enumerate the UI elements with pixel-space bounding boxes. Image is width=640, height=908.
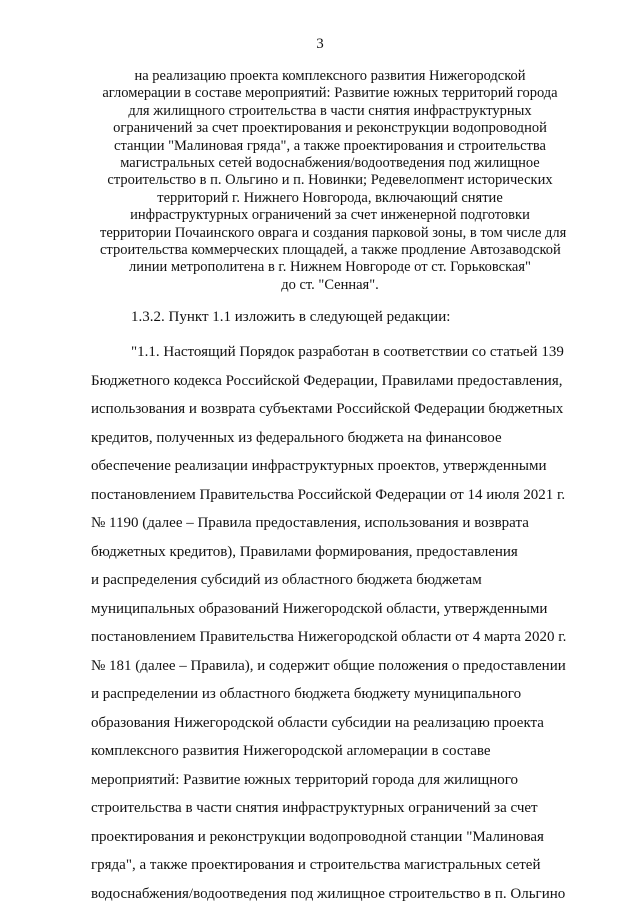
title-line: строительство в п. Ольгино и п. Новинки; Редевелопмент исторических [100,172,560,189]
title-line: инфраструктурных ограничений за счет инженерной подготовки [100,207,560,224]
title-line: до ст. "Сенная". [100,277,560,294]
body-line: № 181 (далее – Правила), и содержит общие положения о предоставлении [91,652,569,681]
body-line: обеспечение реализации инфраструктурных проектов, утвержденными [91,452,569,481]
body-line: мероприятий: Развитие южных территорий города для жилищного [91,766,569,795]
section-heading-text: 1.3.2. Пункт 1.1 изложить в следующей редакции: [91,307,569,327]
body-line: проектирования и реконструкции водопроводной станции "Малиновая [91,823,569,852]
body-line: и распределении из областного бюджета бюджету муниципального [91,680,569,709]
title-line: магистральных сетей водоснабжения/водоотведения под жилищное [100,155,560,172]
body-line: "1.1. Настоящий Порядок разработан в соответствии со статьей 139 [91,338,569,367]
title-line: ограничений за счет проектирования и реконструкции водопроводной [100,120,560,137]
title-block [100,68,560,294]
body-line: образования Нижегородской области субсидии на реализацию проекта [91,709,569,738]
page-number: 3 [0,36,640,53]
title-line: для жилищного строительства в части снятия инфраструктурных [100,103,560,120]
body-line: бюджетных кредитов), Правилами формирования, предоставления [91,538,569,567]
title-line: на реализацию проекта комплексного развития Нижегородской [100,68,560,85]
body-line: кредитов, полученных из федерального бюджета на финансовое [91,424,569,453]
body-paragraph [91,338,569,908]
body-line: постановлением Правительства Нижегородской области от 4 марта 2020 г. [91,623,569,652]
title-line: территорий г. Нижнего Новгорода, включающий снятие [100,190,560,207]
body-line: использования и возврата субъектами Российской Федерации бюджетных [91,395,569,424]
title-line: строительства коммерческих площадей, а также продление Автозаводской [100,242,560,259]
body-line: водоснабжения/водоотведения под жилищное строительство в п. Ольгино [91,880,569,908]
body-line: постановлением Правительства Российской Федерации от 14 июля 2021 г. [91,481,569,510]
title-line: агломерации в составе мероприятий: Развитие южных территорий города [100,85,560,102]
title-line: линии метрополитена в г. Нижнем Новгороде от ст. Горьковская" [100,259,560,276]
title-line: станции "Малиновая гряда", а также проектирования и строительства [100,138,560,155]
body-line: гряда", а также проектирования и строительства магистральных сетей [91,851,569,880]
body-line: комплексного развития Нижегородской агломерации в составе [91,737,569,766]
body-line: Бюджетного кодекса Российской Федерации, Правилами предоставления, [91,367,569,396]
body-line: строительства в части снятия инфраструктурных ограничений за счет [91,794,569,823]
title-line: территории Почаинского оврага и создания парковой зоны, в том числе для [100,225,560,242]
section-heading [91,307,569,327]
body-line: муниципальных образований Нижегородской области, утвержденными [91,595,569,624]
body-line: № 1190 (далее – Правила предоставления, использования и возврата [91,509,569,538]
body-line: и распределения субсидий из областного бюджета бюджетам [91,566,569,595]
